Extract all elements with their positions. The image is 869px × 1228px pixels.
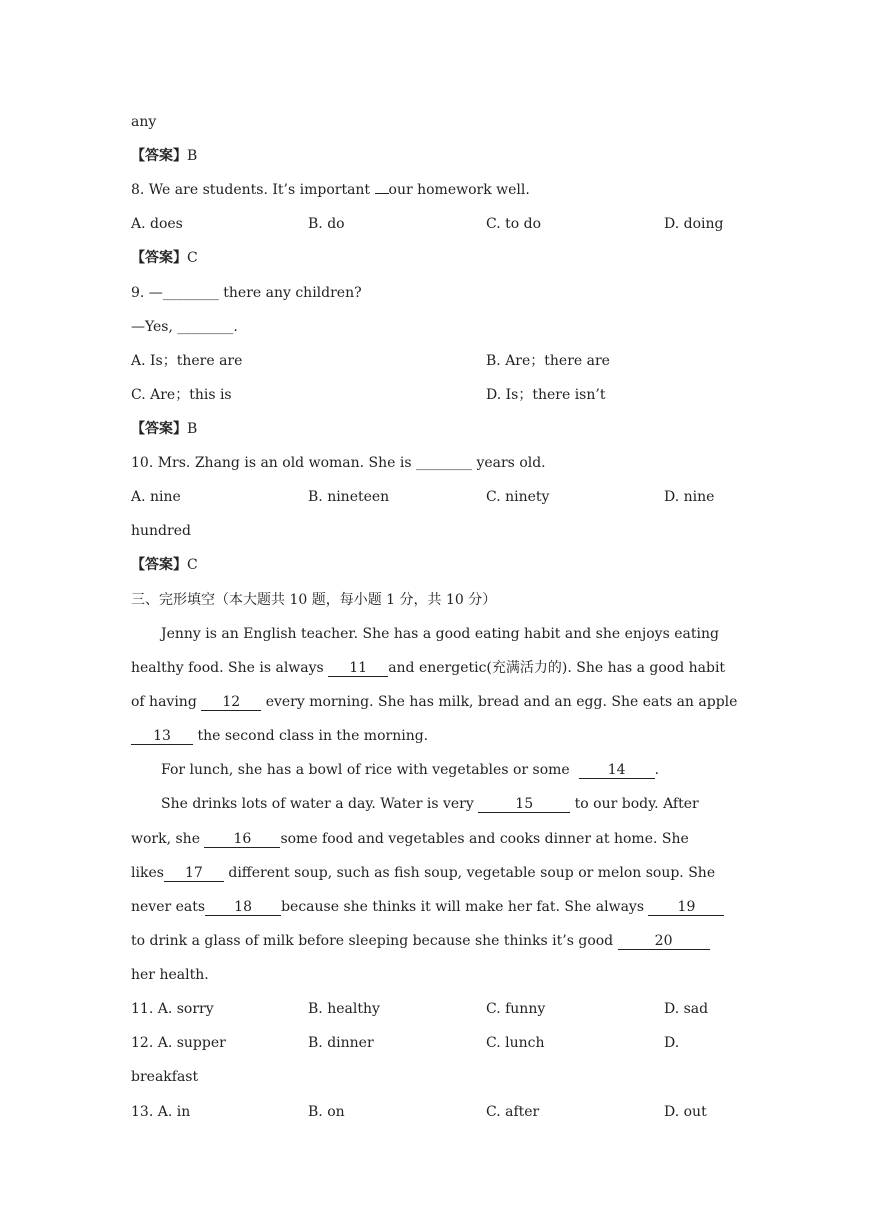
blank: ________	[416, 455, 472, 471]
section-heading: 三、完形填空（本大题共 10 题，每小题 1 分，共 10 分）	[131, 592, 497, 608]
passage-text: different soup, such as fish soup, vegetable soup or melon soup. She	[223, 865, 716, 881]
question-text: there any children?	[218, 285, 362, 301]
passage-line: Jenny is an English teacher. She has a good eating habit and she enjoys eating	[161, 626, 719, 642]
blank-15: 15	[478, 796, 570, 813]
option-b: B. on	[308, 1104, 345, 1120]
option-c: C. lunch	[486, 1035, 545, 1051]
option-d: D.	[664, 1035, 680, 1051]
answer-q8	[131, 248, 198, 268]
passage-text: never eats	[131, 899, 206, 915]
option-a: 13. A. in	[131, 1104, 191, 1120]
option-a: 11. A. sorry	[131, 1001, 214, 1017]
option-d-wrap: hundred	[131, 523, 191, 539]
blank-16: 16	[204, 831, 280, 848]
blank-20: 20	[618, 933, 710, 950]
answer-value: B	[187, 148, 198, 164]
option-c: C. ninety	[486, 489, 550, 505]
answer-label: 【答案】	[131, 421, 187, 437]
blank-13: 13	[131, 728, 193, 745]
option-d-wrap: breakfast	[131, 1069, 199, 1085]
option-a: A. Is；there are	[131, 353, 243, 369]
passage-text: of having	[131, 694, 202, 710]
answer-value: C	[187, 250, 198, 266]
option-b: B. healthy	[308, 1001, 380, 1017]
option-a: 12. A. supper	[131, 1035, 226, 1051]
passage-line	[131, 658, 725, 678]
blank-11: 11	[328, 660, 388, 677]
option-d: D. Is；there isn’t	[486, 387, 606, 403]
passage-text: the second class in the morning.	[193, 728, 429, 744]
option-d: D. out	[664, 1104, 707, 1120]
passage-line	[131, 692, 737, 712]
question-9-response: —Yes, ________.	[131, 319, 238, 335]
question-10	[131, 453, 546, 473]
question-8	[131, 180, 530, 200]
question-text: years old.	[472, 455, 546, 471]
option-c: C. Are；this is	[131, 387, 232, 403]
passage-text: likes	[131, 865, 164, 881]
passage-text: .	[654, 762, 660, 778]
passage-text: to drink a glass of milk before sleeping because she thinks it’s good	[131, 933, 618, 949]
question-text: our homework well.	[388, 182, 530, 198]
answer-label: 【答案】	[131, 148, 187, 164]
blank-14: 14	[579, 762, 655, 779]
passage-text: every morning. She has milk, bread and an egg. She eats an apple	[261, 694, 738, 710]
passage-line	[131, 760, 659, 780]
passage-line	[131, 829, 689, 849]
option-d: D. nine	[664, 489, 715, 505]
answer-q9	[131, 419, 197, 439]
passage-text: and energetic(充满活力的). She has a good habit	[388, 660, 726, 676]
question-text: 9. —	[131, 285, 163, 301]
option-c: C. after	[486, 1104, 540, 1120]
option-c: C. funny	[486, 1001, 546, 1017]
question-text: 10. Mrs. Zhang is an old woman. She is	[131, 455, 416, 471]
option-b: B. Are；there are	[486, 353, 610, 369]
option-b: B. nineteen	[308, 489, 390, 505]
blank	[375, 193, 389, 194]
answer-q7	[131, 146, 197, 166]
passage-line	[131, 931, 738, 951]
option-a: A. nine	[131, 489, 181, 505]
option-b: B. do	[308, 216, 345, 232]
passage-text: to our body. After	[570, 796, 699, 812]
passage-text: healthy food. She is always	[131, 660, 329, 676]
option-b: B. dinner	[308, 1035, 374, 1051]
blank: ________	[162, 285, 219, 301]
option-d: D. sad	[664, 1001, 709, 1017]
option-a: A. does	[131, 216, 183, 232]
passage-text: For lunch, she has a bowl of rice with vegetables or some	[161, 762, 575, 778]
blank-19: 19	[648, 899, 724, 916]
passage-text: because she thinks it will make her fat. She always	[281, 899, 649, 915]
blank-18: 18	[205, 899, 281, 916]
question-text: 8. We are students. It’s important	[131, 182, 375, 198]
blank-17: 17	[164, 865, 224, 882]
passage-line: her health.	[131, 967, 209, 983]
option-d: D. doing	[664, 216, 724, 232]
passage-text: some food and vegetables and cooks dinner at home. She	[280, 831, 689, 847]
answer-value: C	[187, 557, 198, 573]
passage-text: She drinks lots of water a day. Water is very	[161, 796, 479, 812]
text-fragment: any	[131, 114, 157, 130]
question-9	[131, 283, 362, 303]
passage-line	[131, 863, 715, 883]
answer-label: 【答案】	[131, 557, 187, 573]
answer-label: 【答案】	[131, 250, 187, 266]
passage-line	[131, 897, 738, 917]
answer-q10	[131, 555, 198, 575]
blank-12: 12	[201, 694, 261, 711]
option-c: C. to do	[486, 216, 542, 232]
passage-line	[131, 794, 699, 814]
passage-line	[131, 726, 428, 746]
passage-text: work, she	[131, 831, 205, 847]
answer-value: B	[187, 421, 198, 437]
